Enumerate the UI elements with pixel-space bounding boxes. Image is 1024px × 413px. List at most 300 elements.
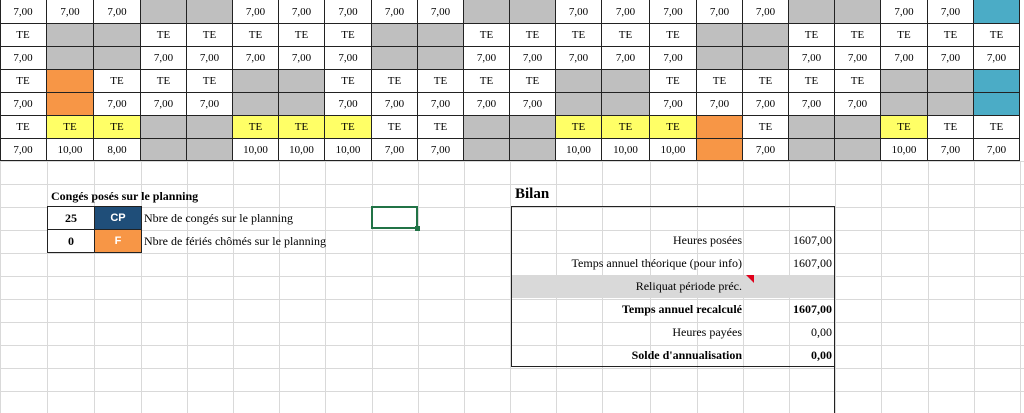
cell-value: TE bbox=[989, 29, 1004, 41]
planning-cell-r2-c13[interactable] bbox=[602, 47, 650, 70]
cell-value: 7,00 bbox=[986, 52, 1007, 64]
planning-cell-r1-c19[interactable] bbox=[881, 24, 928, 47]
planning-cell-r2-c19[interactable] bbox=[881, 47, 928, 70]
cell-value: 7,00 bbox=[338, 5, 358, 18]
cell-value: 7,00 bbox=[709, 5, 730, 18]
conges-label: Nbre de congés sur le planning bbox=[144, 211, 293, 225]
planning-cell-r6-c0[interactable] bbox=[0, 139, 47, 161]
cell-value: TE bbox=[989, 121, 1004, 133]
planning-cell-r3-c11[interactable] bbox=[510, 70, 556, 93]
planning-cell-r0-c5[interactable] bbox=[233, 0, 279, 24]
cell-value: 7,00 bbox=[663, 5, 683, 18]
cell-value: 7,00 bbox=[568, 52, 589, 64]
planning-cell-r5-c8[interactable] bbox=[372, 116, 418, 139]
cell-value: TE bbox=[804, 29, 819, 41]
planning-cell-r5-c6[interactable] bbox=[279, 116, 325, 139]
cell-value: 7,00 bbox=[107, 5, 127, 18]
cell-value: TE bbox=[16, 29, 30, 41]
cell-value: 7,00 bbox=[199, 98, 220, 110]
cell-value: TE bbox=[479, 29, 494, 41]
cell-value: 10,00 bbox=[613, 143, 638, 156]
planning-cell-r1-c17[interactable] bbox=[789, 24, 835, 47]
cell-value: 7,00 bbox=[568, 5, 589, 18]
cell-value: TE bbox=[479, 75, 494, 87]
cell-value: 7,00 bbox=[801, 52, 822, 64]
feries-count-cell[interactable]: 0 bbox=[47, 229, 95, 253]
planning-cell-r6-c7[interactable] bbox=[325, 139, 372, 161]
cell-value: TE bbox=[16, 75, 30, 87]
cell-value: TE bbox=[294, 121, 309, 133]
bilan-label: Heures posées bbox=[673, 233, 742, 247]
planning-cell-r4-c12[interactable] bbox=[556, 93, 602, 116]
planning-cell-r2-c21[interactable] bbox=[974, 47, 1020, 70]
planning-cell-r3-c9[interactable] bbox=[418, 70, 464, 93]
planning-cell-r4-c15[interactable] bbox=[697, 93, 743, 116]
cell-value: 7,00 bbox=[245, 52, 266, 64]
cell-value: 8,00 bbox=[107, 143, 127, 156]
planning-cell-r3-c18[interactable] bbox=[835, 70, 881, 93]
planning-cell-r2-c2[interactable] bbox=[94, 47, 141, 70]
planning-cell-r3-c1[interactable] bbox=[47, 70, 94, 93]
planning-cell-r6-c6[interactable] bbox=[279, 139, 325, 161]
bilan-row bbox=[512, 321, 834, 344]
planning-cell-r0-c14[interactable] bbox=[650, 0, 697, 24]
planning-cell-r6-c2[interactable] bbox=[94, 139, 141, 161]
cell-value: 7,00 bbox=[384, 98, 405, 110]
planning-cell-r4-c14[interactable] bbox=[650, 93, 697, 116]
cell-value: TE bbox=[758, 121, 773, 133]
cell-value: 7,00 bbox=[847, 98, 868, 110]
planning-cell-r5-c19[interactable] bbox=[881, 116, 928, 139]
cell-value: TE bbox=[294, 29, 309, 41]
cell-value: 7,00 bbox=[940, 5, 961, 18]
planning-cell-r1-c7[interactable] bbox=[325, 24, 372, 47]
bilan-row bbox=[512, 252, 834, 275]
comment-indicator-icon[interactable] bbox=[746, 275, 754, 283]
planning-cell-r3-c21[interactable] bbox=[974, 70, 1020, 93]
cell-value: 7,00 bbox=[476, 52, 497, 64]
cell-value: TE bbox=[571, 29, 586, 41]
gridline-v bbox=[1020, 161, 1021, 413]
bilan-value[interactable]: 1607,00 bbox=[793, 256, 832, 270]
cell-value: 7,00 bbox=[291, 52, 312, 64]
gridline-v bbox=[47, 161, 48, 413]
bilan-row bbox=[512, 344, 834, 367]
gridline-v bbox=[233, 161, 234, 413]
cell-value: 7,00 bbox=[755, 5, 776, 18]
cell-value: 7,00 bbox=[522, 52, 543, 64]
gridline-v bbox=[835, 161, 836, 413]
planning-cell-r4-c16[interactable] bbox=[743, 93, 789, 116]
cell-value: TE bbox=[850, 29, 865, 41]
cell-value: 7,00 bbox=[894, 5, 914, 18]
cell-value: 7,00 bbox=[940, 52, 961, 64]
planning-cell-r1-c20[interactable] bbox=[928, 24, 974, 47]
planning-cell-r0-c9[interactable] bbox=[418, 0, 464, 24]
planning-cell-r4-c9[interactable] bbox=[418, 93, 464, 116]
cell-value: TE bbox=[943, 29, 958, 41]
planning-cell-r0-c20[interactable] bbox=[928, 0, 974, 24]
cell-value: 7,00 bbox=[615, 5, 636, 18]
gridline-h bbox=[0, 368, 1024, 369]
planning-cell-r2-c9[interactable] bbox=[418, 47, 464, 70]
planning-cell-r2-c8[interactable] bbox=[372, 47, 418, 70]
planning-cell-r6-c17[interactable] bbox=[789, 139, 835, 161]
cell-value: 10,00 bbox=[243, 143, 268, 156]
planning-cell-r1-c14[interactable] bbox=[650, 24, 697, 47]
gridline-h bbox=[0, 161, 1024, 162]
planning-cell-r2-c5[interactable] bbox=[233, 47, 279, 70]
cell-value: TE bbox=[110, 121, 124, 133]
planning-cell-r0-c12[interactable] bbox=[556, 0, 602, 24]
planning-cell-r2-c0[interactable] bbox=[0, 47, 47, 70]
planning-cell-r3-c3[interactable] bbox=[141, 70, 187, 93]
planning-cell-r1-c1[interactable] bbox=[47, 24, 94, 47]
planning-cell-r5-c13[interactable] bbox=[602, 116, 650, 139]
cell-value: TE bbox=[63, 121, 77, 133]
planning-cell-r1-c4[interactable] bbox=[187, 24, 233, 47]
cell-value: 7,00 bbox=[663, 52, 683, 64]
planning-cell-r0-c7[interactable] bbox=[325, 0, 372, 24]
planning-cell-r6-c21[interactable] bbox=[974, 139, 1020, 161]
cell-value: 7,00 bbox=[13, 143, 33, 156]
cell-value: 7,00 bbox=[615, 52, 636, 64]
planning-cell-r3-c10[interactable] bbox=[464, 70, 510, 93]
planning-cell-r5-c17[interactable] bbox=[789, 116, 835, 139]
planning-cell-r4-c13[interactable] bbox=[602, 93, 650, 116]
planning-cell-r5-c15[interactable] bbox=[697, 116, 743, 139]
planning-cell-r0-c6[interactable] bbox=[279, 0, 325, 24]
gridline-v bbox=[928, 161, 929, 413]
cell-value: TE bbox=[387, 121, 402, 133]
planning-cell-r1-c21[interactable] bbox=[974, 24, 1020, 47]
planning-cell-r4-c4[interactable] bbox=[187, 93, 233, 116]
planning-cell-r4-c20[interactable] bbox=[928, 93, 974, 116]
planning-cell-r1-c0[interactable] bbox=[0, 24, 47, 47]
planning-cell-r0-c11[interactable] bbox=[510, 0, 556, 24]
planning-cell-r5-c1[interactable] bbox=[47, 116, 94, 139]
planning-cell-r6-c20[interactable] bbox=[928, 139, 974, 161]
cell-value: TE bbox=[341, 121, 355, 133]
planning-cell-r6-c4[interactable] bbox=[187, 139, 233, 161]
bilan-label: Temps annuel théorique (pour info) bbox=[571, 256, 742, 270]
cell-value: 7,00 bbox=[663, 98, 683, 110]
cell-value: TE bbox=[202, 29, 217, 41]
planning-cell-r0-c18[interactable] bbox=[835, 0, 881, 24]
planning-cell-r4-c7[interactable] bbox=[325, 93, 372, 116]
planning-cell-r5-c4[interactable] bbox=[187, 116, 233, 139]
cell-value: 7,00 bbox=[755, 143, 776, 156]
cell-value: 7,00 bbox=[338, 98, 358, 110]
planning-cell-r3-c16[interactable] bbox=[743, 70, 789, 93]
planning-cell-r5-c21[interactable] bbox=[974, 116, 1020, 139]
planning-cell-r0-c15[interactable] bbox=[697, 0, 743, 24]
planning-cell-r1-c18[interactable] bbox=[835, 24, 881, 47]
planning-cell-r0-c0[interactable] bbox=[0, 0, 47, 24]
planning-cell-r4-c11[interactable] bbox=[510, 93, 556, 116]
cell-value: 7,00 bbox=[153, 52, 174, 64]
gridline-h bbox=[0, 184, 1024, 185]
planning-cell-r5-c14[interactable] bbox=[650, 116, 697, 139]
planning-cell-r4-c18[interactable] bbox=[835, 93, 881, 116]
bilan-title: Bilan bbox=[515, 186, 550, 202]
gridline-v bbox=[974, 161, 975, 413]
cell-value: 7,00 bbox=[60, 5, 80, 18]
cell-value: TE bbox=[804, 75, 819, 87]
cell-value: TE bbox=[525, 75, 540, 87]
planning-cell-r1-c9[interactable] bbox=[418, 24, 464, 47]
cp-code-cell[interactable]: CP bbox=[94, 206, 142, 230]
planning-cell-r4-c21[interactable] bbox=[974, 93, 1020, 116]
planning-cell-r5-c20[interactable] bbox=[928, 116, 974, 139]
planning-cell-r2-c14[interactable] bbox=[650, 47, 697, 70]
planning-cell-r0-c16[interactable] bbox=[743, 0, 789, 24]
cell-value: TE bbox=[758, 75, 773, 87]
planning-cell-r4-c5[interactable] bbox=[233, 93, 279, 116]
planning-cell-r3-c17[interactable] bbox=[789, 70, 835, 93]
planning-cell-r6-c8[interactable] bbox=[372, 139, 418, 161]
bilan-value[interactable]: 0,00 bbox=[811, 325, 832, 339]
planning-cell-r3-c14[interactable] bbox=[650, 70, 697, 93]
conges-title: Congés posés sur le planning bbox=[51, 189, 199, 203]
gridline-v bbox=[372, 161, 373, 413]
cell-value: 7,00 bbox=[430, 143, 451, 156]
planning-cell-r2-c7[interactable] bbox=[325, 47, 372, 70]
f-code-cell[interactable]: F bbox=[94, 229, 142, 253]
bilan-row bbox=[512, 298, 834, 321]
planning-cell-r2-c16[interactable] bbox=[743, 47, 789, 70]
planning-cell-r0-c19[interactable] bbox=[881, 0, 928, 24]
bilan-right-border bbox=[834, 206, 835, 413]
cell-value: 7,00 bbox=[894, 52, 914, 64]
gridline-v bbox=[0, 161, 1, 413]
planning-cell-r3-c19[interactable] bbox=[881, 70, 928, 93]
cell-value: 10,00 bbox=[566, 143, 591, 156]
planning-cell-r3-c6[interactable] bbox=[279, 70, 325, 93]
cell-value: 7,00 bbox=[709, 98, 730, 110]
planning-cell-r4-c17[interactable] bbox=[789, 93, 835, 116]
cell-value: 10,00 bbox=[660, 143, 686, 156]
planning-cell-r2-c6[interactable] bbox=[279, 47, 325, 70]
cell-value: 7,00 bbox=[522, 98, 543, 110]
planning-cell-r1-c6[interactable] bbox=[279, 24, 325, 47]
cell-value: 7,00 bbox=[986, 143, 1007, 156]
cell-value: 7,00 bbox=[384, 143, 405, 156]
planning-cell-r6-c18[interactable] bbox=[835, 139, 881, 161]
planning-cell-r4-c1[interactable] bbox=[47, 93, 94, 116]
cell-value: TE bbox=[156, 75, 171, 87]
cell-value: 7,00 bbox=[107, 98, 127, 110]
planning-cell-r5-c16[interactable] bbox=[743, 116, 789, 139]
planning-cell-r3-c12[interactable] bbox=[556, 70, 602, 93]
planning-cell-r2-c15[interactable] bbox=[697, 47, 743, 70]
planning-cell-r5-c9[interactable] bbox=[418, 116, 464, 139]
conges-count-cell[interactable]: 25 bbox=[47, 206, 95, 230]
cell-value: TE bbox=[433, 75, 448, 87]
planning-cell-r4-c0[interactable] bbox=[0, 93, 47, 116]
cell-value: TE bbox=[943, 121, 958, 133]
planning-cell-r0-c21[interactable] bbox=[974, 0, 1020, 24]
bilan-label: Heures payées bbox=[672, 325, 742, 339]
cell-value: 10,00 bbox=[289, 143, 314, 156]
planning-cell-r4-c19[interactable] bbox=[881, 93, 928, 116]
planning-cell-r0-c13[interactable] bbox=[602, 0, 650, 24]
bilan-value[interactable]: 1607,00 bbox=[793, 233, 832, 247]
gridline-v bbox=[325, 161, 326, 413]
planning-cell-r6-c9[interactable] bbox=[418, 139, 464, 161]
planning-cell-r5-c10[interactable] bbox=[464, 116, 510, 139]
planning-cell-r2-c11[interactable] bbox=[510, 47, 556, 70]
planning-cell-r2-c4[interactable] bbox=[187, 47, 233, 70]
planning-cell-r1-c10[interactable] bbox=[464, 24, 510, 47]
cell-value: TE bbox=[341, 75, 355, 87]
gridline-v bbox=[279, 161, 280, 413]
planning-cell-r0-c3[interactable] bbox=[141, 0, 187, 24]
planning-cell-r6-c15[interactable] bbox=[697, 139, 743, 161]
cell-value: TE bbox=[341, 29, 355, 41]
bilan-value[interactable]: 0,00 bbox=[811, 348, 832, 362]
planning-cell-r3-c13[interactable] bbox=[602, 70, 650, 93]
planning-cell-r5-c0[interactable] bbox=[0, 116, 47, 139]
cell-value: 7,00 bbox=[430, 5, 451, 18]
planning-cell-r4-c3[interactable] bbox=[141, 93, 187, 116]
planning-cell-r3-c8[interactable] bbox=[372, 70, 418, 93]
cell-value: TE bbox=[525, 29, 540, 41]
planning-cell-r6-c11[interactable] bbox=[510, 139, 556, 161]
cell-value: TE bbox=[618, 29, 633, 41]
planning-cell-r6-c10[interactable] bbox=[464, 139, 510, 161]
cell-value: TE bbox=[571, 121, 586, 133]
planning-cell-r1-c5[interactable] bbox=[233, 24, 279, 47]
cell-value: 7,00 bbox=[245, 5, 266, 18]
cell-value: TE bbox=[202, 75, 217, 87]
bilan-row bbox=[512, 229, 834, 252]
cell-value: TE bbox=[110, 75, 124, 87]
cell-value: 7,00 bbox=[13, 5, 33, 18]
cell-value: 7,00 bbox=[13, 98, 33, 110]
cell-value: 10,00 bbox=[57, 143, 83, 156]
planning-cell-r3-c15[interactable] bbox=[697, 70, 743, 93]
planning-cell-r1-c8[interactable] bbox=[372, 24, 418, 47]
planning-cell-r3-c2[interactable] bbox=[94, 70, 141, 93]
feries-label: Nbre de fériés chômés sur le planning bbox=[144, 234, 326, 248]
bilan-label: Solde d'annualisation bbox=[631, 348, 742, 362]
cell-value: TE bbox=[16, 121, 30, 133]
planning-cell-r3-c20[interactable] bbox=[928, 70, 974, 93]
gridline-h bbox=[0, 391, 1024, 392]
cell-value: 7,00 bbox=[291, 5, 312, 18]
planning-cell-r0-c1[interactable] bbox=[47, 0, 94, 24]
planning-cell-r6-c5[interactable] bbox=[233, 139, 279, 161]
planning-cell-r6-c19[interactable] bbox=[881, 139, 928, 161]
planning-cell-r2-c17[interactable] bbox=[789, 47, 835, 70]
cell-value: 10,00 bbox=[891, 143, 917, 156]
planning-cell-r1-c16[interactable] bbox=[743, 24, 789, 47]
planning-cell-r1-c15[interactable] bbox=[697, 24, 743, 47]
cell-value: 7,00 bbox=[801, 98, 822, 110]
planning-cell-r0-c2[interactable] bbox=[94, 0, 141, 24]
cell-value: 7,00 bbox=[199, 52, 220, 64]
cell-value: TE bbox=[248, 29, 263, 41]
planning-cell-r5-c12[interactable] bbox=[556, 116, 602, 139]
planning-cell-r1-c12[interactable] bbox=[556, 24, 602, 47]
cell-value: 7,00 bbox=[384, 5, 405, 18]
planning-cell-r4-c10[interactable] bbox=[464, 93, 510, 116]
planning-cell-r3-c0[interactable] bbox=[0, 70, 47, 93]
cell-value: TE bbox=[387, 75, 402, 87]
planning-cell-r0-c10[interactable] bbox=[464, 0, 510, 24]
cell-value: 7,00 bbox=[940, 143, 961, 156]
cell-value: TE bbox=[618, 121, 633, 133]
planning-cell-r5-c3[interactable] bbox=[141, 116, 187, 139]
planning-cell-r2-c10[interactable] bbox=[464, 47, 510, 70]
planning-cell-r0-c17[interactable] bbox=[789, 0, 835, 24]
cell-value: TE bbox=[850, 75, 865, 87]
planning-cell-r5-c5[interactable] bbox=[233, 116, 279, 139]
gridline-v bbox=[464, 161, 465, 413]
planning-cell-r1-c11[interactable] bbox=[510, 24, 556, 47]
planning-cell-r3-c7[interactable] bbox=[325, 70, 372, 93]
planning-cell-r2-c1[interactable] bbox=[47, 47, 94, 70]
planning-cell-r6-c1[interactable] bbox=[47, 139, 94, 161]
planning-cell-r6-c13[interactable] bbox=[602, 139, 650, 161]
planning-cell-r2-c12[interactable] bbox=[556, 47, 602, 70]
fill-handle[interactable] bbox=[415, 226, 420, 231]
gridline-v bbox=[881, 161, 882, 413]
planning-cell-r1-c3[interactable] bbox=[141, 24, 187, 47]
planning-cell-r2-c18[interactable] bbox=[835, 47, 881, 70]
cell-value: TE bbox=[433, 121, 448, 133]
planning-cell-r5-c7[interactable] bbox=[325, 116, 372, 139]
planning-cell-r2-c20[interactable] bbox=[928, 47, 974, 70]
planning-cell-r3-c5[interactable] bbox=[233, 70, 279, 93]
planning-cell-r0-c4[interactable] bbox=[187, 0, 233, 24]
cell-value: 7,00 bbox=[338, 52, 358, 64]
planning-cell-r5-c11[interactable] bbox=[510, 116, 556, 139]
cell-value: 7,00 bbox=[755, 98, 776, 110]
planning-cell-r5-c2[interactable] bbox=[94, 116, 141, 139]
cell-value: TE bbox=[156, 29, 171, 41]
bilan-label: Temps annuel recalculé bbox=[621, 302, 742, 316]
planning-cell-r6-c14[interactable] bbox=[650, 139, 697, 161]
planning-cell-r4-c6[interactable] bbox=[279, 93, 325, 116]
selected-cell[interactable] bbox=[371, 206, 418, 229]
planning-cell-r0-c8[interactable] bbox=[372, 0, 418, 24]
planning-cell-r6-c16[interactable] bbox=[743, 139, 789, 161]
cell-value: TE bbox=[666, 121, 680, 133]
cell-value: TE bbox=[712, 75, 727, 87]
planning-cell-r6-c3[interactable] bbox=[141, 139, 187, 161]
planning-cell-r3-c4[interactable] bbox=[187, 70, 233, 93]
planning-cell-r6-c12[interactable] bbox=[556, 139, 602, 161]
planning-cell-r4-c2[interactable] bbox=[94, 93, 141, 116]
cell-value: 7,00 bbox=[13, 52, 33, 64]
planning-cell-r1-c2[interactable] bbox=[94, 24, 141, 47]
table-left-border bbox=[0, 0, 1, 161]
cell-value: TE bbox=[666, 75, 680, 87]
planning-cell-r4-c8[interactable] bbox=[372, 93, 418, 116]
planning-cell-r5-c18[interactable] bbox=[835, 116, 881, 139]
bilan-value[interactable]: 1607,00 bbox=[793, 302, 832, 316]
cell-value: TE bbox=[897, 121, 911, 133]
cell-value: 7,00 bbox=[430, 98, 451, 110]
planning-cell-r2-c3[interactable] bbox=[141, 47, 187, 70]
planning-cell-r1-c13[interactable] bbox=[602, 24, 650, 47]
cell-value: TE bbox=[897, 29, 911, 41]
cell-value: TE bbox=[666, 29, 680, 41]
cell-value: 10,00 bbox=[335, 143, 361, 156]
cell-value: TE bbox=[248, 121, 263, 133]
